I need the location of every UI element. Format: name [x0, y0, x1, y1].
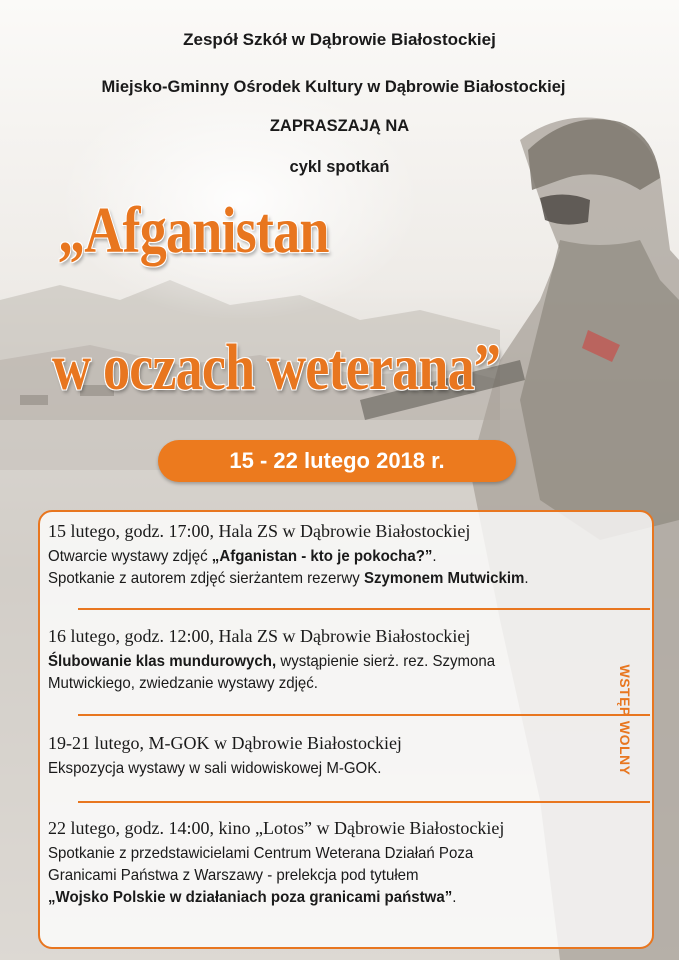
event-3: [48, 733, 403, 780]
author-name: Szymonem Mutwickim: [363, 570, 525, 587]
title-line-1: „Afganistan: [58, 194, 329, 267]
event-text: Ekspozycja wystawy w sali widowiskowej M-GOK.: [48, 760, 382, 777]
event-text: Otwarcie wystawy zdjęć: [48, 548, 212, 565]
event-heading: 19-21 lutego, M-GOK w Dąbrowie Białostockiej: [48, 733, 402, 753]
ceremony-title: Ślubowanie klas mundurowych,: [48, 653, 277, 670]
free-entry-label: [614, 640, 636, 800]
event-1: [48, 521, 559, 590]
exhibition-title: „Afganistan - kto je pokocha?”: [211, 548, 433, 565]
title-line-2: w oczach weterana”: [52, 331, 501, 404]
event-text: Granicami Państwa z Warszawy - prelekcja pod tytułem: [48, 867, 419, 884]
event-text: .: [432, 548, 437, 565]
event-description: [48, 651, 495, 695]
event-heading: 16 lutego, godz. 12:00, Hala ZS w Dąbrowie Białostockiej: [48, 626, 471, 646]
date-range-badge: 15 - 22 lutego 2018 r.: [158, 440, 516, 482]
lecture-title: „Wojsko Polskie w działaniach poza granicami państwa”: [48, 889, 453, 906]
divider: [78, 714, 650, 716]
cycle-text: cykl spotkań: [289, 158, 390, 176]
event-heading: 15 lutego, godz. 17:00, Hala ZS w Dąbrowie Białostockiej: [48, 521, 471, 541]
event-heading: 22 lutego, godz. 14:00, kino „Lotos” w Dąbrowie Białostockiej: [48, 818, 505, 838]
event-text: .: [524, 570, 529, 587]
event-4: [48, 818, 504, 909]
invite-text: ZAPRASZAJĄ NA: [269, 117, 410, 135]
organizer-school: Zespół Szkół w Dąbrowie Białostockiej: [183, 30, 496, 49]
event-description: [48, 843, 477, 909]
event-text: Spotkanie z przedstawicielami Centrum Weterana Działań Poza: [48, 845, 474, 862]
free-entry-text: WSTĘP WOLNY: [617, 664, 633, 776]
event-description: [48, 758, 381, 780]
event-text: Spotkanie z autorem zdjęć sierżantem rezerwy: [48, 570, 364, 587]
divider: [78, 608, 650, 610]
organizer-culture-center: Miejsko-Gminny Ośrodek Kultury w Dąbrowie Białostockiej: [101, 78, 566, 96]
event-text: wystąpienie sierż. rez. Szymona: [276, 653, 496, 670]
event-text: .: [452, 889, 457, 906]
event-description: [48, 546, 529, 590]
event-text: Mutwickiego, zwiedzanie wystawy zdjęć.: [48, 675, 318, 692]
event-2: [48, 626, 524, 695]
divider: [78, 801, 650, 803]
